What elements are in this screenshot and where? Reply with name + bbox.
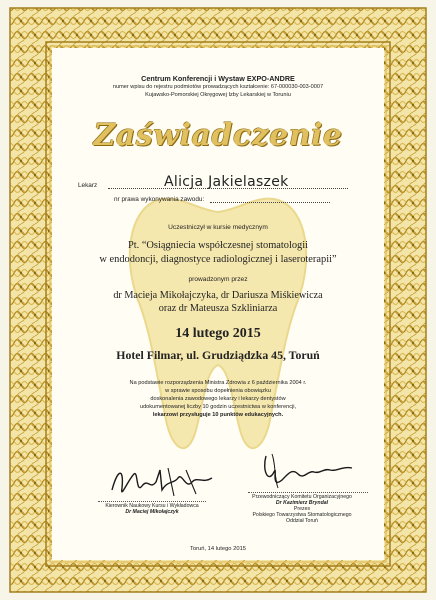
left-signature-block [92, 503, 212, 515]
place-and-date: Toruń, 14 lutego 2015 [189, 546, 247, 552]
license-label: nr prawa wykonywania zawodu: [114, 196, 205, 203]
lecturers-line2: oraz dr Mateusza Szkliniarza [158, 303, 278, 314]
legal-line1: Na podstawie rozporządzenia Ministra Zdrowia z 6 października 2004 r. [129, 380, 307, 386]
course-title-line2: w endodoncji, diagnostyce radiologicznej i laseroterapii” [99, 254, 337, 265]
right-signature-block [222, 494, 382, 524]
license-row [52, 196, 384, 210]
license-number-line [210, 202, 330, 203]
right-signer-title3: Oddział Toruń [286, 518, 318, 524]
led-by-label: prowadzonym przez [188, 276, 248, 283]
left-signer-role: Kierownik Naukowy Kursu i Wykładowca [105, 503, 199, 509]
institution-name: Centrum Konferencji i Wystaw EXPO-ANDRE [141, 74, 295, 83]
doctor-row [52, 174, 384, 196]
course-venue: Hotel Filmar, ul. Grudziądzka 45, Toruń [116, 348, 320, 362]
certificate-title: Zaświadczenie [93, 118, 343, 153]
lecturers-line1: dr Macieja Mikołajczyka, dr Dariusza Miśkiewicza [113, 290, 323, 301]
right-signature-line [248, 492, 368, 493]
right-signer-role: Przewodniczący Komitetu Organizacyjnego [252, 494, 352, 500]
course-lead: Uczestniczył w kursie medycznym [168, 224, 268, 231]
left-signature-line [98, 501, 206, 502]
legal-line3: doskonalenia zawodowego lekarzy i lekarzy dentystów [150, 396, 286, 402]
right-signer-title1: Prezes [293, 506, 311, 512]
medical-chamber: Kujawsko-Pomorskiej Okręgowej Izby Lekarskiej w Toruniu [145, 92, 291, 98]
left-signature-icon [108, 460, 218, 504]
course-date: 14 lutego 2015 [175, 326, 261, 341]
right-signature-icon [258, 450, 358, 494]
certificate-content [52, 48, 384, 560]
legal-line2: w sprawie sposobu dopełnienia obowiązku [165, 388, 271, 394]
right-signer-name: Dr Kazimierz Bryndal [275, 500, 329, 506]
legal-line4: udokumentowanej liczby 10 godzin uczestnictwa w konferencji, [139, 404, 297, 410]
doctor-name: Alicja Jakielaszek [164, 174, 289, 190]
registry-number: numer wpisu do rejestru podmiotów prowadzących kształcenie: 67-000030-003-0007 [112, 84, 324, 90]
right-signer-title2: Polskiego Towarzystwa Stomatologicznego [252, 512, 352, 518]
doctor-label: Lekarz [78, 182, 98, 189]
course-title-line1: Pt. “Osiągniecia współczesnej stomatologii [127, 240, 309, 251]
legal-line5: lekarzowi przysługuje 10 punktów edukacyjnych. [152, 412, 284, 418]
left-signer-name: Dr Maciej Mikołajczyk [125, 509, 179, 515]
